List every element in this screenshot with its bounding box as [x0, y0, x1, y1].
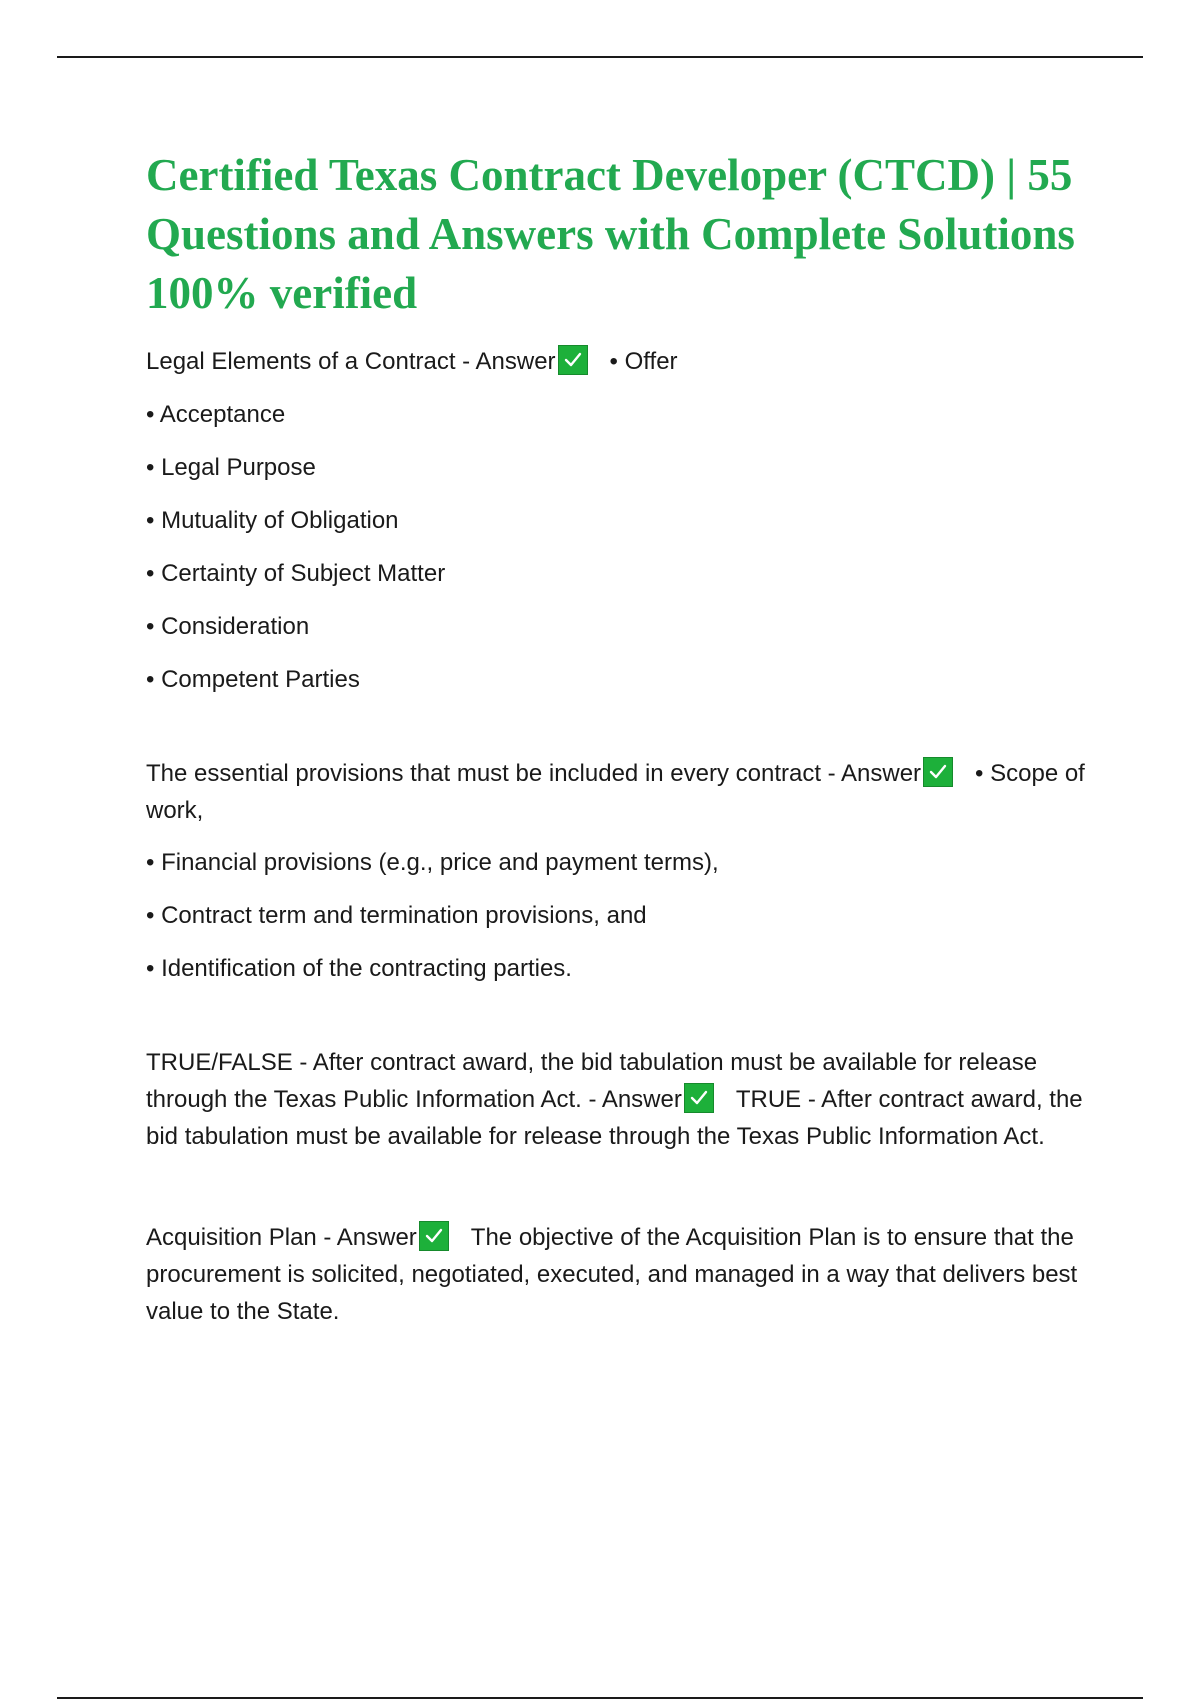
qa-question-line: [146, 1219, 1096, 1330]
qa-question-line: [146, 343, 1096, 381]
top-rule: [57, 56, 1143, 58]
qa-question: The essential provisions that must be included in every contract - Answer: [146, 760, 922, 787]
qa-item-true-false: [146, 1044, 1096, 1155]
list-item: • Identification of the contracting parties.: [146, 955, 572, 982]
qa-answer: TRUE - After contract award, the bid tabulation must be available for release through the Texas Public Information Act.: [146, 1086, 1083, 1150]
qa-question-line: [146, 755, 1096, 829]
check-mark-icon: [684, 1083, 714, 1113]
qa-question: TRUE/FALSE - After contract award, the bid tabulation must be available for release through the Texas Public Information Act. - Answer: [146, 1049, 1038, 1113]
check-mark-icon: [923, 757, 953, 787]
list-item: • Legal Purpose: [146, 454, 316, 481]
list-item: • Certainty of Subject Matter: [146, 560, 446, 587]
qa-item-essential-provisions: [146, 755, 1096, 988]
list-item: • Competent Parties: [146, 666, 360, 693]
qa-answer: • Scope of work,: [146, 760, 1085, 824]
document-title: Certified Texas Contract Developer (CTCD) | 55 Questions and Answers with Complete Solutions 100% verified: [146, 150, 1075, 318]
qa-question-line: [146, 1044, 1096, 1155]
qa-question: Legal Elements of a Contract - Answer: [146, 348, 556, 375]
qa-item-legal-elements: [146, 343, 1096, 699]
list-item: • Acceptance: [146, 401, 286, 428]
qa-question: Acquisition Plan - Answer: [146, 1224, 417, 1251]
list-item: • Consideration: [146, 613, 310, 640]
list-item: • Financial provisions (e.g., price and payment terms),: [146, 849, 719, 876]
document-body: [146, 146, 1096, 1330]
check-mark-icon: [558, 345, 588, 375]
qa-answer: The objective of the Acquisition Plan is to ensure that the procurement is solicited, negotiated, executed, and managed in a way that delivers best value to the State.: [146, 1224, 1078, 1325]
qa-answer: • Offer: [609, 348, 678, 375]
check-mark-icon: [419, 1221, 449, 1251]
bottom-rule: [57, 1697, 1143, 1699]
list-item: • Mutuality of Obligation: [146, 507, 399, 534]
list-item: • Contract term and termination provisions, and: [146, 902, 647, 929]
qa-item-acquisition-plan: [146, 1219, 1096, 1330]
